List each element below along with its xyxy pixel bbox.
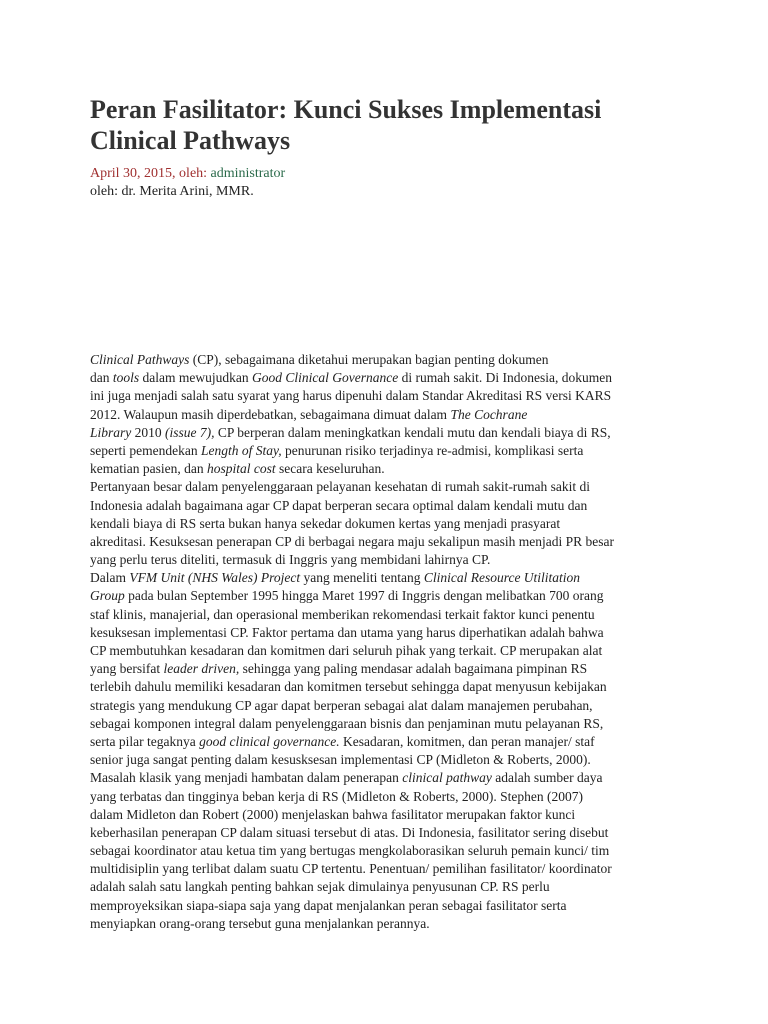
body-italic-text: Group bbox=[90, 588, 125, 604]
body-italic-text: Clinical Resource Utilitation bbox=[423, 570, 581, 586]
body-line bbox=[90, 533, 680, 551]
body-text: seperti pemendekan bbox=[90, 442, 201, 458]
body-line bbox=[90, 824, 680, 842]
body-line bbox=[90, 660, 680, 678]
body-text: adalah sumber daya bbox=[491, 770, 603, 786]
body-text: dalam Midleton dan Robert (2000) menjelaskan bahwa fasilitator merupakan faktor kunci bbox=[90, 806, 576, 822]
body-line bbox=[90, 733, 680, 751]
body-italic-text: VFM Unit (NHS Wales) Project bbox=[129, 570, 301, 586]
body-line bbox=[90, 460, 680, 478]
body-line bbox=[90, 551, 680, 569]
body-text: kesuksesan implementasi CP. Faktor pertama dan utama yang harus diperhatikan adalah bahwa bbox=[90, 624, 604, 640]
body-text: dalam mewujudkan bbox=[139, 370, 252, 386]
body-line bbox=[90, 515, 680, 533]
body-italic-text: The Cochrane bbox=[450, 406, 528, 422]
body-line bbox=[90, 860, 680, 878]
body-text: multidisiplin yang terlibat dalam suatu CP tertentu. Penentuan/ pemilihan fasilitator/ koordinator bbox=[90, 861, 612, 877]
body-text: CP membutuhkan kesadaran dan komitmen dari seluruh pihak yang terkait. CP merupakan alat bbox=[90, 643, 603, 658]
body-text: Kesadaran, komitmen, dan peran manajer/ staf bbox=[339, 733, 595, 749]
body-text: memproyeksikan siapa-siapa saja yang dapat menjalankan peran sebagai fasilitator serta bbox=[90, 897, 567, 913]
body-text: keberhasilan penerapan CP dalam situasi tersebut di atas. Di Indonesia, fasilitator sering disebut bbox=[90, 824, 609, 840]
body-text: Dalam bbox=[90, 570, 130, 586]
body-line bbox=[90, 351, 680, 369]
body-text: yang terbatas dan tingginya beban kerja di RS (Midleton & Roberts, 2000). Stephen (2007) bbox=[90, 788, 584, 804]
body-text: terlebih dahulu memiliki kesadaran dan komitmen tersebut sehingga dapat menyusun kebijakan bbox=[90, 679, 607, 695]
body-text: (CP), bbox=[189, 352, 222, 367]
body-text: yang meneliti tentang bbox=[300, 570, 424, 586]
body-line bbox=[90, 387, 680, 405]
post-author-link[interactable]: administrator bbox=[210, 166, 286, 181]
body-line bbox=[90, 697, 680, 715]
body-line bbox=[90, 442, 680, 460]
body-text: akreditasi. Kesuksesan penerapan CP di berbagai negara maju sekalipun masih menjadi PR besar bbox=[90, 533, 614, 549]
body-italic-text: Clinical Pathways bbox=[90, 352, 190, 367]
body-line bbox=[90, 569, 680, 587]
body-line bbox=[90, 842, 680, 860]
body-line bbox=[90, 915, 680, 933]
body-italic-text: leader driven, bbox=[163, 661, 240, 677]
body-line bbox=[90, 478, 680, 496]
body-text: 2012. Walaupun masih diperdebatkan, sebagaimana dimuat dalam bbox=[90, 406, 451, 422]
body-text: menyiapkan orang-orang tersebut guna menjalankan perannya. bbox=[90, 915, 430, 931]
body-line bbox=[90, 715, 680, 733]
body-text: Pertanyaan besar dalam penyelenggaraan pelayanan kesehatan di rumah sakit-rumah sakit di bbox=[90, 479, 591, 495]
body-text: yang perlu terus diteliti, termasuk di Inggris yang membidani lahirnya CP. bbox=[90, 552, 491, 568]
body-text: serta pilar tegaknya bbox=[90, 733, 200, 749]
body-line bbox=[90, 678, 680, 696]
body-line bbox=[90, 806, 680, 824]
body-line bbox=[90, 497, 680, 515]
body-text: penurunan risiko terjadinya re-admisi, komplikasi serta bbox=[281, 442, 584, 458]
body-italic-text: hospital cost bbox=[206, 461, 276, 477]
body-text: Indonesia adalah bagaimana agar CP dapat berperan secara optimal dalam kendali mutu dan bbox=[90, 497, 588, 513]
body-text: senior juga sangat penting dalam kesusksesan implementasi CP (Midleton & Roberts, 2000). bbox=[90, 752, 591, 768]
body-text: sebagai koordinator atau ketua tim yang bertugas mengkolaborasikan seluruh pemain kunci/ tim bbox=[90, 843, 610, 859]
body-italic-text: tools bbox=[112, 370, 140, 386]
post-date: April 30, 2015, oleh: bbox=[90, 166, 208, 181]
body-line bbox=[90, 751, 680, 769]
body-line bbox=[90, 788, 680, 806]
body-line bbox=[90, 878, 680, 896]
article-body bbox=[90, 351, 680, 933]
body-text: adalah salah satu langkah penting bahkan sejak dimulainya penyusunan CP. RS perlu bbox=[90, 879, 550, 895]
body-italic-text: good clinical governance. bbox=[199, 733, 340, 749]
body-text: ini juga menjadi salah satu syarat yang harus dipenuhi dalam Standar Akreditasi RS versi KARS bbox=[90, 388, 612, 404]
body-text: sehingga yang paling mendasar adalah bagaimana pimpinan RS bbox=[239, 661, 588, 677]
body-italic-text: (issue 7), bbox=[165, 424, 215, 440]
body-italic-text: Library bbox=[90, 424, 132, 440]
body-line bbox=[90, 587, 680, 605]
post-meta bbox=[90, 165, 285, 183]
body-text: strategis yang mendukung CP agar dapat berperan sebagai alat dalam manajemen perubahan, bbox=[90, 697, 593, 713]
body-text: Masalah klasik yang menjadi hambatan dalam penerapan bbox=[90, 770, 403, 786]
body-line bbox=[90, 424, 680, 442]
body-line bbox=[90, 369, 680, 387]
body-text: yang bersifat bbox=[90, 661, 164, 677]
body-line bbox=[90, 897, 680, 915]
body-line bbox=[90, 769, 680, 787]
body-text: dan bbox=[90, 370, 113, 386]
body-text: sebagai komponen integral dalam penyelenggaraan bisnis dan penjaminan mutu pelayanan RS, bbox=[90, 715, 604, 731]
article-byline: oleh: dr. Merita Arini, MMR. bbox=[90, 184, 254, 199]
body-line bbox=[90, 406, 680, 424]
body-italic-text: Good Clinical Governance bbox=[252, 370, 399, 386]
body-line bbox=[90, 624, 680, 642]
body-line bbox=[90, 642, 680, 660]
body-text: pada bulan September 1995 hingga Maret 1997 di Inggris dengan melibatkan 700 orang bbox=[124, 588, 604, 604]
body-text: kematian pasien, dan bbox=[90, 461, 207, 477]
body-text: 2010 bbox=[131, 424, 166, 440]
body-text: sebagaimana diketahui merupakan bagian penting dokumen bbox=[225, 352, 549, 367]
body-text: di rumah sakit. Di Indonesia, dokumen bbox=[398, 370, 612, 386]
body-text: staf klinis, manajerial, dan operasional memberikan rekomendasi terkait faktor kunci penentu bbox=[90, 606, 595, 622]
body-line bbox=[90, 606, 680, 624]
article-title: Peran Fasilitator: Kunci Sukses Implementasi Clinical Pathways bbox=[90, 95, 602, 155]
body-italic-text: Length of Stay, bbox=[200, 442, 282, 458]
body-italic-text: clinical pathway bbox=[402, 770, 492, 786]
body-text: kendali biaya di RS serta bukan hanya sekedar dokumen kertas yang menjadi prasyarat bbox=[90, 515, 561, 531]
body-text: CP berperan dalam meningkatkan kendali mutu dan kendali biaya di RS, bbox=[214, 424, 611, 440]
body-text: secara keseluruhan. bbox=[275, 461, 385, 477]
